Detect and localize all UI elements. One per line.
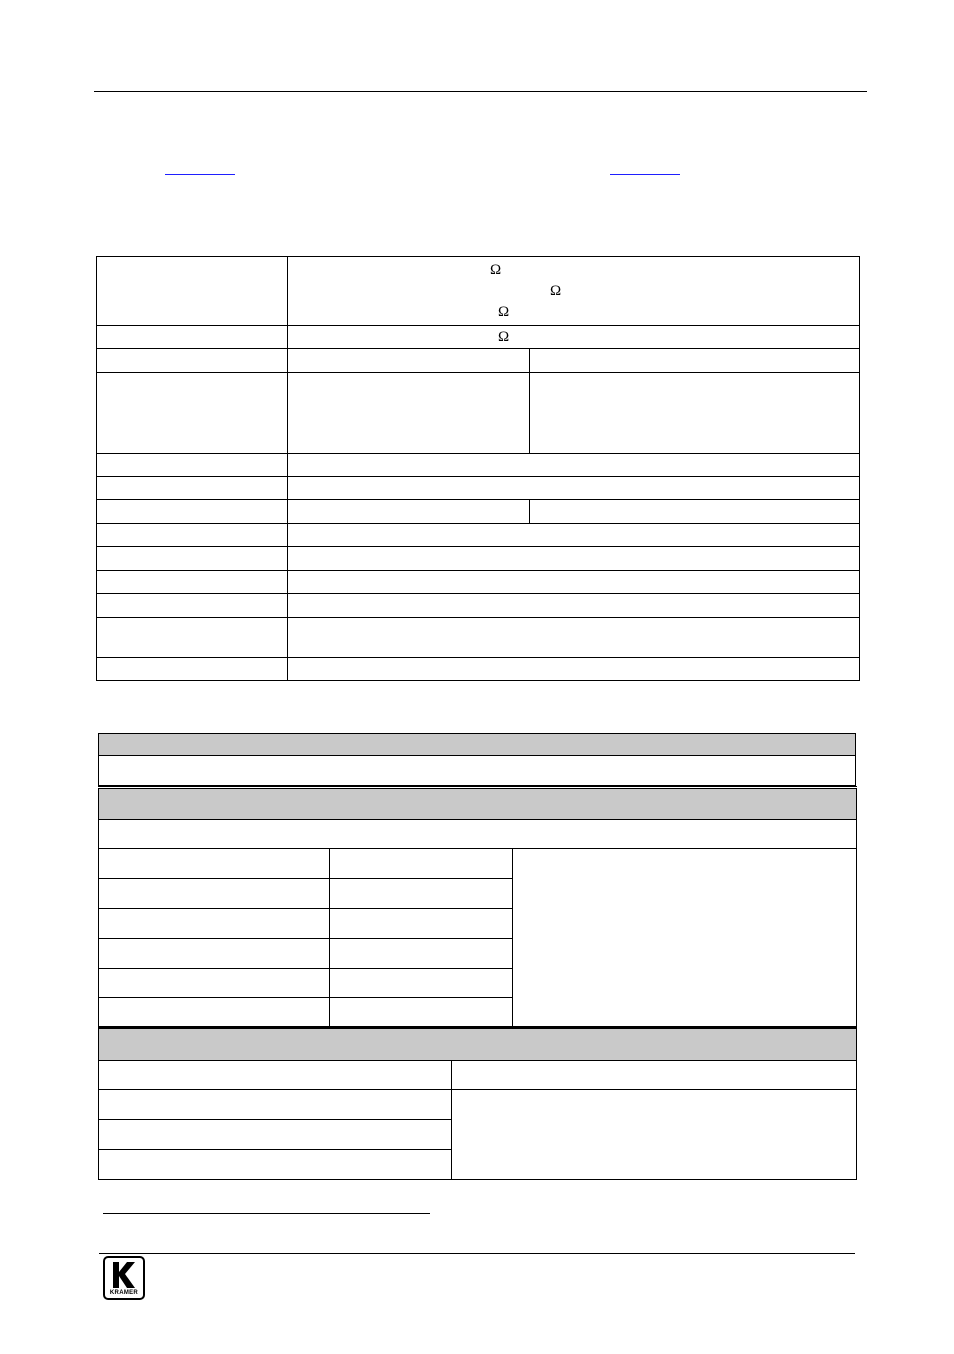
omega-symbol: Ω (490, 262, 502, 278)
spec-value-cell (530, 349, 860, 373)
spec-value-cell (288, 326, 860, 349)
accessory-part-cell (330, 969, 513, 998)
spec-label-cell (97, 594, 288, 618)
spec-value-cell (288, 349, 530, 373)
spec-value-cell (288, 477, 860, 500)
accessory-note-cell (513, 849, 857, 1028)
spec-label-cell (97, 477, 288, 500)
section-row (99, 756, 856, 786)
footnote-separator (103, 1213, 430, 1214)
spec-value-cell (288, 524, 860, 547)
omega-symbol: Ω (498, 329, 510, 345)
spec-label-cell (97, 373, 288, 454)
spec-value-cell (288, 618, 860, 658)
accessories-table-section-1 (98, 733, 856, 786)
section-row (99, 820, 857, 849)
logo-text: KRAMER (109, 1290, 139, 1296)
accessory-name-cell (99, 969, 330, 998)
accessory-part-cell (330, 879, 513, 909)
spec-value-cell (288, 500, 530, 524)
accessory-part-cell (330, 998, 513, 1028)
spec-label-cell (97, 524, 288, 547)
spec-label-cell (97, 547, 288, 571)
spec-label-cell (97, 618, 288, 658)
spec-value-cell (288, 594, 860, 618)
footer-rule (99, 1253, 855, 1254)
spec-value-cell (530, 500, 860, 524)
spec-label-cell (97, 658, 288, 681)
omega-symbol: Ω (550, 283, 562, 299)
accessory-part-cell (330, 909, 513, 939)
spec-label-cell (97, 454, 288, 477)
option-cell (99, 1061, 452, 1090)
accessory-name-cell (99, 909, 330, 939)
option-value-cell (452, 1061, 857, 1090)
omega-symbol: Ω (498, 304, 510, 320)
spec-value-cell (288, 373, 530, 454)
spec-value-cell (288, 547, 860, 571)
accessory-name-cell (99, 939, 330, 969)
option-cell (99, 1090, 452, 1120)
accessory-part-cell (330, 849, 513, 879)
accessories-table-section-3 (98, 1026, 857, 1180)
option-value-cell (452, 1090, 857, 1180)
spec-label-cell (97, 257, 288, 326)
spec-label-cell (97, 349, 288, 373)
section-header (99, 734, 856, 756)
spec-label-cell (97, 500, 288, 524)
specifications-table (96, 256, 860, 681)
spec-value-cell (288, 257, 860, 326)
spec-label-cell (97, 571, 288, 594)
spec-label-cell (97, 326, 288, 349)
accessory-part-cell (330, 939, 513, 969)
spec-value-cell (530, 373, 860, 454)
option-cell (99, 1120, 452, 1150)
link-underline-left[interactable] (165, 174, 235, 175)
accessory-name-cell (99, 879, 330, 909)
kramer-logo (103, 1256, 145, 1300)
accessories-table-section-2 (98, 786, 857, 1028)
link-underline-right[interactable] (610, 174, 680, 175)
section-header (99, 1028, 857, 1061)
accessory-name-cell (99, 849, 330, 879)
accessory-name-cell (99, 998, 330, 1028)
spec-value-cell (288, 454, 860, 477)
spec-value-cell (288, 658, 860, 681)
option-cell (99, 1150, 452, 1180)
section-header (99, 788, 857, 820)
header-rule (94, 91, 867, 92)
spec-value-cell (288, 571, 860, 594)
k-letter-icon (105, 1260, 143, 1290)
